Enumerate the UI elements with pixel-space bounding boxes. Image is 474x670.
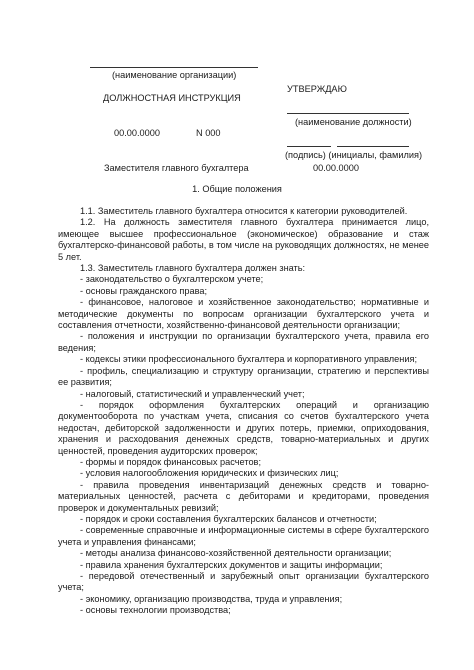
position-line — [287, 113, 409, 114]
paragraph: - кодексы этики профессионального бухгалтера и корпоративного управления; — [80, 354, 417, 365]
paragraph: - финансовое, налоговое и хозяйственное законодательство; нормативные и методические документы по вопросам организации бухгалтерского учета и составления отчетности, хозяйственно-финансовой деятельности организации; — [58, 297, 429, 331]
doc-date: 00.00.0000 — [114, 128, 160, 138]
body-text — [58, 206, 429, 617]
paragraph: - налоговый, статистический и управленческий учет; — [80, 388, 305, 399]
paragraph: 1.1. Заместитель главного бухгалтера относится к категории руководителей. — [80, 206, 408, 216]
paragraph: - законодательство о бухгалтерском учете; — [80, 274, 264, 285]
paragraph: - основы гражданского права; — [80, 285, 208, 296]
paragraph: - условия налогообложения юридических и физических лиц; — [80, 468, 339, 479]
subject: Заместителя главного бухгалтера — [104, 163, 249, 173]
paragraph: - передовой отечественный и зарубежный опыт организации бухгалтерского учета; — [58, 571, 429, 593]
signature-caption: (подпись) (инициалы, фамилия) — [285, 150, 423, 160]
paragraph: - профиль, специализацию и структуру организации, стратегию и перспективы ее развития; — [58, 365, 429, 388]
paragraph: 1.2. На должность заместителя главного бухгалтера принимается лицо, имеющее высшее профессиональное (экономическое) образование и стаж бухгалтерско-финансовой работы, в том числе на руководящих должностях, не менее 5 лет. — [58, 217, 429, 262]
paragraph: - формы и порядок финансовых расчетов; — [80, 456, 261, 467]
paragraph: - порядок оформления бухгалтерских операций и организацию документооборота по участкам учета, списания со счетов бухгалтерского учета недостач, дебиторской задолженности и других потерь, приемки, оприходования, хранения и расходования денежных средств, товарно-материальных и других ценностей, проведения аудиторских проверок; — [58, 399, 429, 456]
org-name-caption: (наименование организации) — [112, 70, 237, 80]
doc-title: ДОЛЖНОСТНАЯ ИНСТРУКЦИЯ — [103, 93, 241, 103]
section-title: 1. Общие положения — [192, 184, 282, 194]
paragraph: - методы анализа финансово-хозяйственной деятельности организации; — [80, 548, 392, 559]
approve-date: 00.00.0000 — [313, 163, 359, 173]
paragraph: 1.3. Заместитель главного бухгалтера должен знать: — [80, 263, 306, 274]
approve-label: УТВЕРЖДАЮ — [287, 84, 347, 94]
doc-number: N 000 — [196, 128, 221, 138]
name-line — [337, 146, 409, 147]
paragraph: - правила хранения бухгалтерских документов и защиты информации; — [80, 559, 383, 570]
signature-line — [287, 146, 331, 147]
paragraph: - основы технологии производства; — [80, 605, 231, 616]
paragraph: - положения и инструкции по организации бухгалтерского учета, правила его ведения; — [58, 331, 429, 353]
paragraph: - порядок и сроки составления бухгалтерских балансов и отчетности; — [80, 513, 377, 524]
paragraph: - экономику, организацию производства, труда и управления; — [80, 593, 343, 604]
paragraph: - правила проведения инвентаризаций денежных средств и товарно-материальных ценностей, расчета с дебиторами и кредиторами, проведения проверок и документальных ревизий; — [58, 479, 429, 513]
paragraph: - современные справочные и информационные системы в сфере бухгалтерского учета и управления финансами; — [58, 525, 429, 547]
position-caption: (наименование должности) — [295, 117, 412, 127]
org-name-line — [90, 67, 258, 68]
